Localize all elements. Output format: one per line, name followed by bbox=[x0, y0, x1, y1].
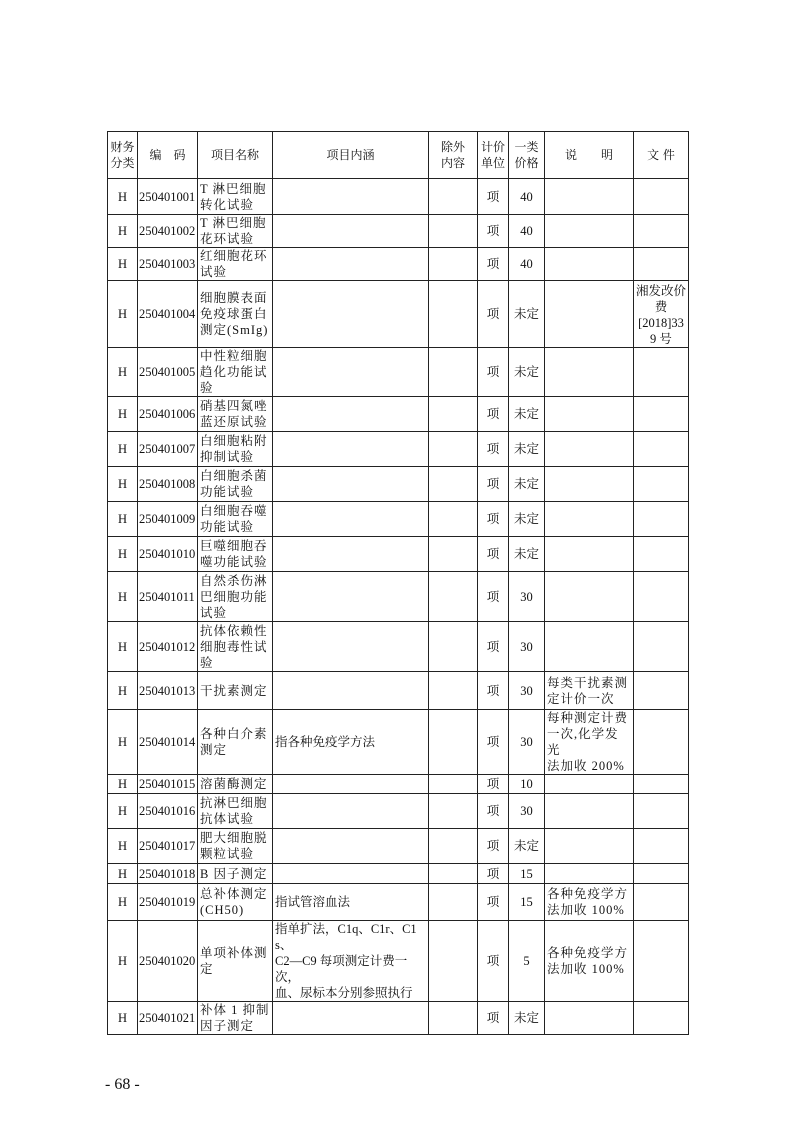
item-name-cell: 细胞膜表面 免疫球蛋白 测定(SmIg) bbox=[198, 281, 273, 348]
item-content-cell bbox=[273, 432, 429, 467]
table-row bbox=[108, 829, 689, 864]
note-cell: 每类干扰素测 定计价一次 bbox=[545, 672, 634, 710]
excluded-cell bbox=[429, 622, 478, 672]
unit-cell: 项 bbox=[478, 215, 509, 248]
unit-cell: 项 bbox=[478, 829, 509, 864]
excluded-cell bbox=[429, 572, 478, 622]
table-row bbox=[108, 397, 689, 432]
unit-cell: 项 bbox=[478, 921, 509, 1002]
price-cell: 未定 bbox=[509, 432, 545, 467]
item-name-cell: 抗淋巴细胞 抗体试验 bbox=[198, 794, 273, 829]
unit-cell: 项 bbox=[478, 432, 509, 467]
unit-cell: 项 bbox=[478, 467, 509, 502]
excluded-cell bbox=[429, 397, 478, 432]
code-cell: 250401016 bbox=[138, 794, 198, 829]
item-content-cell bbox=[273, 864, 429, 884]
price-cell: 未定 bbox=[509, 1002, 545, 1035]
excluded-cell bbox=[429, 794, 478, 829]
document-cell bbox=[634, 537, 689, 572]
excluded-cell bbox=[429, 1002, 478, 1035]
excluded-cell bbox=[429, 884, 478, 921]
category-cell: H bbox=[108, 794, 138, 829]
price-cell: 30 bbox=[509, 622, 545, 672]
price-cell: 40 bbox=[509, 179, 545, 215]
excluded-cell bbox=[429, 248, 478, 281]
unit-cell: 项 bbox=[478, 622, 509, 672]
item-name-cell: 硝基四氮唑 蓝还原试验 bbox=[198, 397, 273, 432]
item-content-cell bbox=[273, 572, 429, 622]
note-cell bbox=[545, 864, 634, 884]
document-cell bbox=[634, 248, 689, 281]
category-cell: H bbox=[108, 215, 138, 248]
header-category: 财务 分类 bbox=[108, 132, 138, 179]
excluded-cell bbox=[429, 467, 478, 502]
table-row bbox=[108, 775, 689, 794]
price-cell: 未定 bbox=[509, 502, 545, 537]
item-name-cell: T 淋巴细胞 花环试验 bbox=[198, 215, 273, 248]
price-cell: 未定 bbox=[509, 281, 545, 348]
table-row bbox=[108, 248, 689, 281]
header-item-name: 项目名称 bbox=[198, 132, 273, 179]
price-cell: 30 bbox=[509, 794, 545, 829]
document-cell bbox=[634, 622, 689, 672]
item-name-cell: 白细胞吞噬 功能试验 bbox=[198, 502, 273, 537]
excluded-cell bbox=[429, 215, 478, 248]
unit-cell: 项 bbox=[478, 572, 509, 622]
code-cell: 250401021 bbox=[138, 1002, 198, 1035]
category-cell: H bbox=[108, 864, 138, 884]
note-cell bbox=[545, 537, 634, 572]
category-cell: H bbox=[108, 829, 138, 864]
category-cell: H bbox=[108, 179, 138, 215]
item-name-cell: B 因子测定 bbox=[198, 864, 273, 884]
table-row bbox=[108, 467, 689, 502]
item-content-cell bbox=[273, 467, 429, 502]
unit-cell: 项 bbox=[478, 794, 509, 829]
unit-cell: 项 bbox=[478, 672, 509, 710]
excluded-cell bbox=[429, 672, 478, 710]
document-cell bbox=[634, 348, 689, 397]
unit-cell: 项 bbox=[478, 884, 509, 921]
price-cell: 40 bbox=[509, 248, 545, 281]
price-cell: 40 bbox=[509, 215, 545, 248]
document-cell bbox=[634, 864, 689, 884]
note-cell bbox=[545, 281, 634, 348]
table-row bbox=[108, 1002, 689, 1035]
code-cell: 250401011 bbox=[138, 572, 198, 622]
table-row bbox=[108, 179, 689, 215]
category-cell: H bbox=[108, 467, 138, 502]
excluded-cell bbox=[429, 829, 478, 864]
table-header-row bbox=[108, 132, 689, 179]
excluded-cell bbox=[429, 179, 478, 215]
item-name-cell: T 淋巴细胞 转化试验 bbox=[198, 179, 273, 215]
item-name-cell: 中性粒细胞 趋化功能试 验 bbox=[198, 348, 273, 397]
unit-cell: 项 bbox=[478, 537, 509, 572]
unit-cell: 项 bbox=[478, 281, 509, 348]
excluded-cell bbox=[429, 281, 478, 348]
price-cell: 30 bbox=[509, 672, 545, 710]
code-cell: 250401013 bbox=[138, 672, 198, 710]
price-cell: 5 bbox=[509, 921, 545, 1002]
item-content-cell bbox=[273, 672, 429, 710]
category-cell: H bbox=[108, 537, 138, 572]
note-cell: 每种测定计费 一次,化学发光 法加收 200% bbox=[545, 710, 634, 775]
unit-cell: 项 bbox=[478, 348, 509, 397]
code-cell: 250401006 bbox=[138, 397, 198, 432]
document-cell bbox=[634, 179, 689, 215]
price-cell: 未定 bbox=[509, 537, 545, 572]
excluded-cell bbox=[429, 710, 478, 775]
document-cell: 湘发改价 费 [2018]33 9 号 bbox=[634, 281, 689, 348]
table-row bbox=[108, 537, 689, 572]
unit-cell: 项 bbox=[478, 179, 509, 215]
note-cell bbox=[545, 502, 634, 537]
note-cell bbox=[545, 829, 634, 864]
item-content-cell: 指各种免疫学方法 bbox=[273, 710, 429, 775]
item-name-cell: 白细胞粘附 抑制试验 bbox=[198, 432, 273, 467]
code-cell: 250401014 bbox=[138, 710, 198, 775]
note-cell bbox=[545, 397, 634, 432]
page-content bbox=[107, 131, 688, 1095]
unit-cell: 项 bbox=[478, 710, 509, 775]
note-cell bbox=[545, 794, 634, 829]
document-cell bbox=[634, 432, 689, 467]
category-cell: H bbox=[108, 348, 138, 397]
note-cell bbox=[545, 432, 634, 467]
document-cell bbox=[634, 397, 689, 432]
document-cell bbox=[634, 672, 689, 710]
item-content-cell bbox=[273, 397, 429, 432]
note-cell: 各种免疫学方 法加收 100% bbox=[545, 884, 634, 921]
header-document: 文 件 bbox=[634, 132, 689, 179]
unit-cell: 项 bbox=[478, 397, 509, 432]
item-name-cell: 白细胞杀菌 功能试验 bbox=[198, 467, 273, 502]
note-cell bbox=[545, 572, 634, 622]
code-cell: 250401005 bbox=[138, 348, 198, 397]
note-cell: 各种免疫学方 法加收 100% bbox=[545, 921, 634, 1002]
category-cell: H bbox=[108, 921, 138, 1002]
item-content-cell bbox=[273, 775, 429, 794]
excluded-cell bbox=[429, 537, 478, 572]
item-content-cell: 指试管溶血法 bbox=[273, 884, 429, 921]
document-cell bbox=[634, 215, 689, 248]
item-content-cell bbox=[273, 794, 429, 829]
price-cell: 未定 bbox=[509, 829, 545, 864]
code-cell: 250401010 bbox=[138, 537, 198, 572]
price-cell: 15 bbox=[509, 864, 545, 884]
category-cell: H bbox=[108, 397, 138, 432]
document-cell bbox=[634, 1002, 689, 1035]
table-row bbox=[108, 215, 689, 248]
table-row bbox=[108, 432, 689, 467]
excluded-cell bbox=[429, 775, 478, 794]
price-cell: 15 bbox=[509, 884, 545, 921]
item-content-cell bbox=[273, 1002, 429, 1035]
category-cell: H bbox=[108, 884, 138, 921]
code-cell: 250401009 bbox=[138, 502, 198, 537]
category-cell: H bbox=[108, 710, 138, 775]
note-cell bbox=[545, 215, 634, 248]
category-cell: H bbox=[108, 281, 138, 348]
document-cell bbox=[634, 884, 689, 921]
code-cell: 250401019 bbox=[138, 884, 198, 921]
excluded-cell bbox=[429, 502, 478, 537]
header-excluded: 除外 内容 bbox=[429, 132, 478, 179]
note-cell bbox=[545, 248, 634, 281]
category-cell: H bbox=[108, 775, 138, 794]
header-note: 说 明 bbox=[545, 132, 634, 179]
item-content-cell bbox=[273, 281, 429, 348]
document-cell bbox=[634, 829, 689, 864]
document-cell bbox=[634, 467, 689, 502]
item-content-cell bbox=[273, 537, 429, 572]
category-cell: H bbox=[108, 672, 138, 710]
item-name-cell: 红细胞花环 试验 bbox=[198, 248, 273, 281]
code-cell: 250401012 bbox=[138, 622, 198, 672]
document-cell bbox=[634, 794, 689, 829]
table-row bbox=[108, 572, 689, 622]
item-content-cell bbox=[273, 215, 429, 248]
item-name-cell: 自然杀伤淋 巴细胞功能 试验 bbox=[198, 572, 273, 622]
item-name-cell: 巨噬细胞吞 噬功能试验 bbox=[198, 537, 273, 572]
note-cell bbox=[545, 348, 634, 397]
code-cell: 250401007 bbox=[138, 432, 198, 467]
category-cell: H bbox=[108, 502, 138, 537]
code-cell: 250401015 bbox=[138, 775, 198, 794]
price-cell: 30 bbox=[509, 710, 545, 775]
table-row bbox=[108, 502, 689, 537]
document-cell bbox=[634, 502, 689, 537]
code-cell: 250401018 bbox=[138, 864, 198, 884]
note-cell bbox=[545, 622, 634, 672]
table-row bbox=[108, 348, 689, 397]
item-name-cell: 单项补体测 定 bbox=[198, 921, 273, 1002]
note-cell bbox=[545, 179, 634, 215]
price-cell: 未定 bbox=[509, 467, 545, 502]
excluded-cell bbox=[429, 348, 478, 397]
unit-cell: 项 bbox=[478, 864, 509, 884]
code-cell: 250401002 bbox=[138, 215, 198, 248]
category-cell: H bbox=[108, 248, 138, 281]
unit-cell: 项 bbox=[478, 248, 509, 281]
document-cell bbox=[634, 572, 689, 622]
item-content-cell bbox=[273, 248, 429, 281]
header-unit: 计价 单位 bbox=[478, 132, 509, 179]
header-price: 一类 价格 bbox=[509, 132, 545, 179]
price-cell: 未定 bbox=[509, 397, 545, 432]
item-name-cell: 溶菌酶测定 bbox=[198, 775, 273, 794]
document-cell bbox=[634, 710, 689, 775]
item-name-cell: 总补体测定 (CH50) bbox=[198, 884, 273, 921]
note-cell bbox=[545, 775, 634, 794]
category-cell: H bbox=[108, 432, 138, 467]
unit-cell: 项 bbox=[478, 775, 509, 794]
table-row bbox=[108, 622, 689, 672]
category-cell: H bbox=[108, 1002, 138, 1035]
excluded-cell bbox=[429, 864, 478, 884]
item-content-cell bbox=[273, 829, 429, 864]
code-cell: 250401020 bbox=[138, 921, 198, 1002]
price-cell: 30 bbox=[509, 572, 545, 622]
excluded-cell bbox=[429, 432, 478, 467]
item-name-cell: 各种白介素 测定 bbox=[198, 710, 273, 775]
item-name-cell: 干扰素测定 bbox=[198, 672, 273, 710]
table-row bbox=[108, 794, 689, 829]
note-cell bbox=[545, 1002, 634, 1035]
document-cell bbox=[634, 921, 689, 1002]
table-row bbox=[108, 884, 689, 921]
page-number: - 68 - bbox=[105, 1076, 140, 1093]
item-name-cell: 肥大细胞脱 颗粒试验 bbox=[198, 829, 273, 864]
code-cell: 250401001 bbox=[138, 179, 198, 215]
table-row bbox=[108, 864, 689, 884]
note-cell bbox=[545, 467, 634, 502]
item-content-cell bbox=[273, 348, 429, 397]
header-item-content: 项目内涵 bbox=[273, 132, 429, 179]
item-content-cell: 指单扩法，C1q、C1r、C1s、 C2—C9 每项测定计费一次， 血、尿标本分别参照执行 bbox=[273, 921, 429, 1002]
item-content-cell bbox=[273, 502, 429, 537]
item-content-cell bbox=[273, 622, 429, 672]
table-row bbox=[108, 281, 689, 348]
category-cell: H bbox=[108, 622, 138, 672]
unit-cell: 项 bbox=[478, 502, 509, 537]
category-cell: H bbox=[108, 572, 138, 622]
item-name-cell: 抗体依赖性 细胞毒性试 验 bbox=[198, 622, 273, 672]
price-cell: 10 bbox=[509, 775, 545, 794]
code-cell: 250401008 bbox=[138, 467, 198, 502]
table-row bbox=[108, 672, 689, 710]
code-cell: 250401004 bbox=[138, 281, 198, 348]
table-row bbox=[108, 710, 689, 775]
price-cell: 未定 bbox=[509, 348, 545, 397]
table-body bbox=[108, 179, 689, 1035]
unit-cell: 项 bbox=[478, 1002, 509, 1035]
code-cell: 250401003 bbox=[138, 248, 198, 281]
item-name-cell: 补体 1 抑制 因子测定 bbox=[198, 1002, 273, 1035]
document-cell bbox=[634, 775, 689, 794]
item-content-cell bbox=[273, 179, 429, 215]
price-table bbox=[107, 131, 689, 1035]
excluded-cell bbox=[429, 921, 478, 1002]
code-cell: 250401017 bbox=[138, 829, 198, 864]
table-row bbox=[108, 921, 689, 1002]
header-code: 编 码 bbox=[138, 132, 198, 179]
